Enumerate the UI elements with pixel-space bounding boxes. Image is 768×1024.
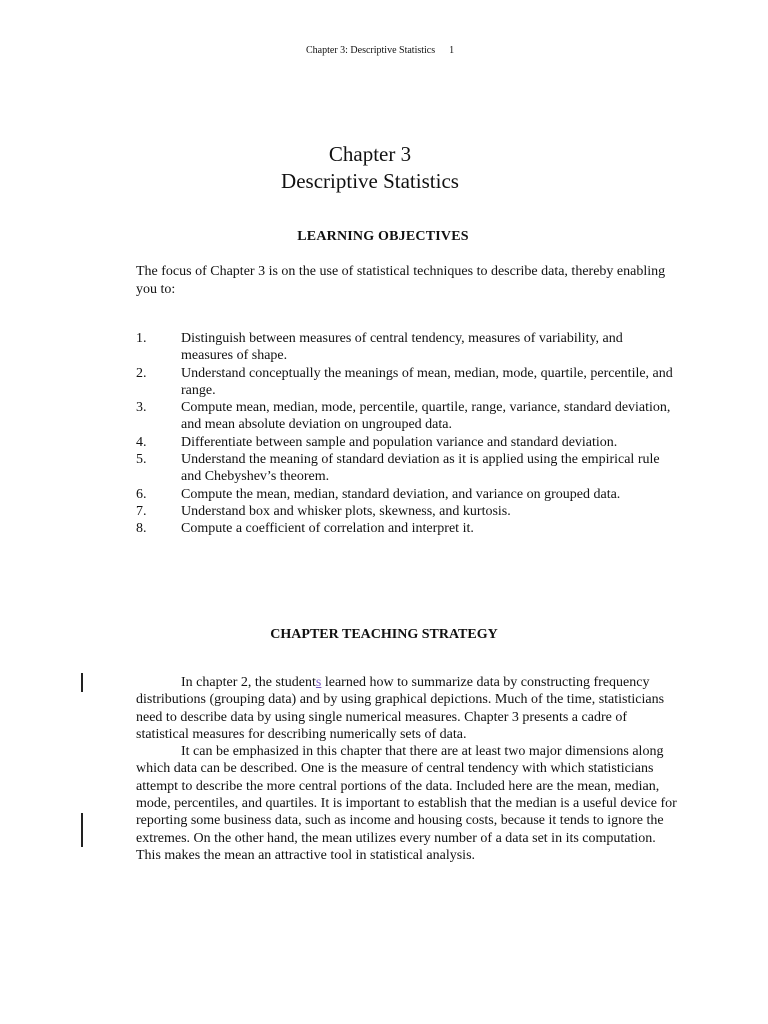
list-item bbox=[136, 399, 676, 434]
item-number: 5. bbox=[136, 452, 147, 468]
item-number: 3. bbox=[136, 400, 147, 416]
item-text: Understand the meaning of standard deviation as it is applied using the empirical rule and Chebyshev’s theorem. bbox=[181, 452, 660, 485]
item-number: 8. bbox=[136, 521, 147, 537]
item-number: 7. bbox=[136, 503, 147, 519]
item-number: 4. bbox=[136, 434, 147, 450]
list-item bbox=[136, 365, 676, 400]
paragraph bbox=[136, 674, 681, 743]
item-text: Compute a coefficient of correlation and interpret it. bbox=[181, 521, 474, 537]
list-item bbox=[136, 451, 676, 486]
item-number: 2. bbox=[136, 365, 147, 381]
item-text: Compute mean, median, mode, percentile, quartile, range, variance, standard deviation, and mean absolute deviation on ungrouped data. bbox=[181, 400, 671, 433]
teaching-strategy-body bbox=[136, 674, 681, 864]
objectives-list bbox=[136, 330, 676, 538]
item-text: Distinguish between measures of central tendency, measures of variability, and measures of shape. bbox=[181, 331, 623, 364]
objectives-intro: The focus of Chapter 3 is on the use of statistical techniques to describe data, thereby enabling you to: bbox=[136, 264, 666, 297]
item-number: 6. bbox=[136, 486, 147, 502]
item-text: Understand box and whisker plots, skewness, and kurtosis. bbox=[181, 503, 511, 519]
list-item bbox=[136, 486, 676, 503]
list-item bbox=[136, 520, 676, 537]
item-text: Differentiate between sample and population variance and standard deviation. bbox=[181, 434, 618, 450]
chapter-title-block bbox=[0, 141, 740, 195]
page-number: 1 bbox=[449, 45, 455, 56]
paragraph-text: learned how to summarize data by constructing frequency distributions (grouping data) and by using graphical depictions. Much of the time, statisticians need to describe data by using single numerical measures. Chapter 3 presents a cadre of statistical measures for describing numerically sets of data. bbox=[136, 675, 665, 742]
chapter-title: Chapter 3 bbox=[328, 142, 412, 166]
revision-bar bbox=[81, 673, 83, 692]
item-text: Compute the mean, median, standard deviation, and variance on grouped data. bbox=[181, 486, 621, 502]
paragraph-text: In chapter 2, the student bbox=[181, 675, 316, 690]
running-header bbox=[306, 45, 454, 56]
learning-objectives-heading: LEARNING OBJECTIVES bbox=[297, 229, 469, 244]
paragraph: It can be emphasized in this chapter that there are at least two major dimensions along which data can be described. One is the measure of central tendency with which statisticians attempt to describe the more central portions of the data. Included here are the mean, median, mode, percentiles, and quartiles. It is important to establish that the median is a useful device for reporting some business data, such as income and housing costs, because it tends to ignore the extremes. On the other hand, the mean utilizes every number of a data set in its computation. This makes the mean an attractive tool in statistical analysis. bbox=[136, 744, 677, 863]
list-item bbox=[136, 503, 676, 520]
list-item bbox=[136, 434, 676, 451]
running-title: Chapter 3: Descriptive Statistics bbox=[306, 45, 436, 56]
list-item bbox=[136, 330, 676, 365]
teaching-strategy-heading: CHAPTER TEACHING STRATEGY bbox=[270, 627, 498, 642]
item-number: 1. bbox=[136, 331, 147, 346]
chapter-subtitle: Descriptive Statistics bbox=[281, 169, 459, 193]
tracked-change-mark: s bbox=[315, 675, 322, 690]
item-text: Understand conceptually the meanings of mean, median, mode, quartile, percentile, and range. bbox=[181, 365, 673, 398]
revision-bar bbox=[81, 813, 83, 847]
